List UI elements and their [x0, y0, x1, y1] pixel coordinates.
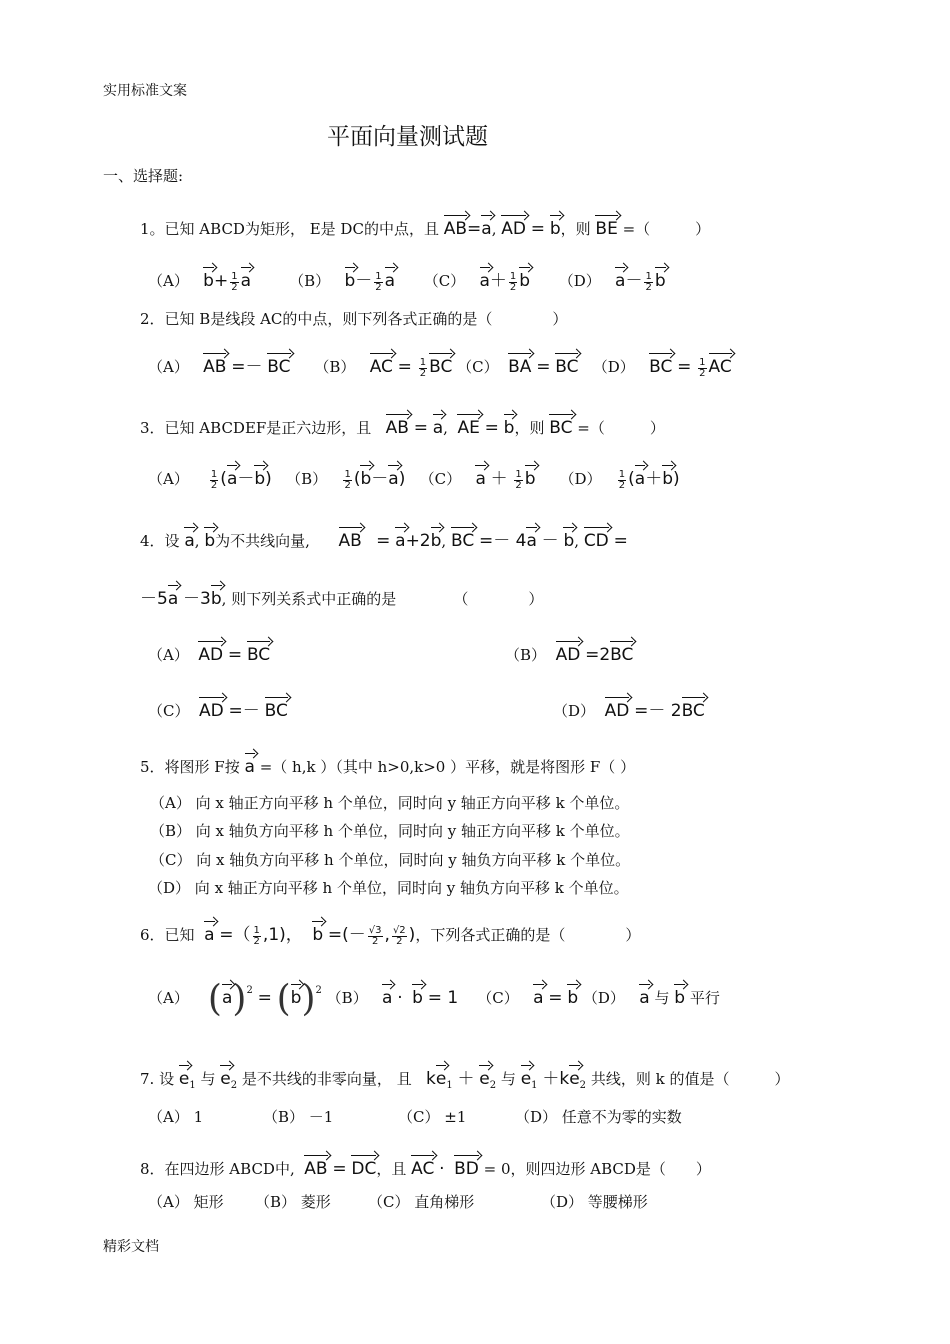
option-d[interactable]: （D） $\frac{1}{2}$ (a＋b) [559, 470, 679, 488]
question-7-option-b[interactable]: （B） －1 [263, 1108, 334, 1126]
option-a[interactable]: （A） AB =－ BC [148, 358, 291, 376]
question-7-option-a[interactable]: （A） 1 [148, 1108, 204, 1126]
question-8-option-b[interactable]: （B） 菱形 [255, 1193, 331, 1211]
option-d[interactable]: （D） BC = $\frac{1}{2}$ AC [593, 358, 732, 376]
question-7-option-d[interactable]: （D） 任意不为零的实数 [515, 1108, 682, 1126]
option-d[interactable]: （D） a 与 b 平行 [583, 989, 720, 1007]
page-footer: 精彩文档 [103, 1239, 159, 1255]
option-a[interactable]: （A） $(a)^2 = (b)^2$ [148, 978, 322, 1019]
question-4-option-b[interactable]: （B） AD =2BC [505, 638, 633, 665]
option-b[interactable]: （B） $\frac{1}{2}$ (b－a) [286, 470, 405, 488]
question-8-option-a[interactable]: （A） 矩形 [148, 1193, 224, 1211]
question-5-option-b[interactable]: （B） 向 x 轴负方向平移 h 个单位，同时向 y 轴正方向平移 k 个单位。 [150, 822, 630, 840]
question-5-stem: 5．将图形 F按 a =（ h,k ）（其中 h>0,k>0 ）平移，就是将图形 F（ ） [140, 750, 635, 777]
question-5-option-c[interactable]: （C） 向 x 轴负方向平移 h 个单位，同时向 y 轴负方向平移 k 个单位。 [150, 851, 631, 869]
question-2-stem: 2．已知 B是线段 AC的中点，则下列各式正确的是（ ） [140, 310, 568, 328]
question-8-option-d[interactable]: （D） 等腰梯形 [541, 1193, 648, 1211]
question-4-option-a[interactable]: （A） AD = BC [148, 638, 270, 665]
option-b[interactable]: （B） AC = $\frac{1}{2}$ BC [314, 358, 452, 376]
option-a[interactable]: （A） b+ $\frac{1}{2}$ a [148, 272, 251, 290]
question-6-stem: 6．已知 a =（ $\frac{1}{2}$ ,1)， b =(－ $\frac{√3}{2}$ , $\frac{√2}{2}$ )，下列各式正确的是（ ） [140, 918, 640, 947]
question-8-option-c[interactable]: （C） 直角梯形 [368, 1193, 475, 1211]
question-5-option-d[interactable]: （D） 向 x 轴正方向平移 h 个单位，同时向 y 轴负方向平移 k 个单位。 [148, 879, 629, 897]
question-4-stem-cont: －5a －3b, 则下列关系式中正确的是 （ ） [140, 582, 543, 609]
option-c[interactable]: （C） a = b [477, 989, 578, 1007]
option-d[interactable]: （D） a－ $\frac{1}{2}$ b [559, 272, 666, 290]
question-3-options [148, 462, 680, 491]
question-3-stem: 3．已知 ABCDEF是正六边形，且 AB = a, AE = b，则 BC =（ ） [140, 411, 665, 438]
section-heading: 一、选择题: [103, 167, 184, 185]
question-8-stem: 8．在四边形 ABCD中, AB = DC，且 AC · BD = 0，则四边形 ABCD是（ ） [140, 1152, 711, 1179]
question-7-option-c[interactable]: （C） ±1 [398, 1108, 467, 1126]
option-a[interactable]: （A） $\frac{1}{2}$ (a－b) [148, 470, 272, 488]
option-c[interactable]: （C） a ＋ $\frac{1}{2}$ b [420, 470, 536, 488]
option-c[interactable]: （C） a＋ $\frac{1}{2}$ b [424, 272, 530, 290]
question-1-options [148, 264, 666, 293]
question-4-option-c[interactable]: （C） AD =－ BC [148, 694, 288, 721]
question-5-option-a[interactable]: （A） 向 x 轴正方向平移 h 个单位，同时向 y 轴正方向平移 k 个单位。 [150, 794, 630, 812]
question-4-stem: 4．设 a, b为不共线向量, AB = a+2b, BC =－ 4a － b, CD = [140, 524, 628, 551]
question-7-stem: 7. 设 $e_1$ 与 $e_2$ 是不共线的非零向量， 且 $ke_1 + e_2$ 与 $e_1 +ke_2$ 共线，则 k 的值是（ ） [140, 1062, 789, 1091]
option-c[interactable]: （C） BA = BC [457, 358, 578, 376]
option-b[interactable]: （B） a · b = 1 [327, 989, 459, 1007]
question-2-options [148, 350, 732, 379]
page-header: 实用标准文案 [103, 83, 187, 99]
page-title: 平面向量测试题 [327, 124, 488, 150]
question-6-options [148, 978, 720, 1019]
question-4-option-d[interactable]: （D） AD =－ 2BC [553, 694, 705, 721]
question-1-stem: 1。已知 ABCD为矩形， E是 DC的中点，且 AB=a, AD = b，则 BE =（ ） [140, 212, 710, 239]
option-b[interactable]: （B） b－ $\frac{1}{2}$ a [289, 272, 395, 290]
